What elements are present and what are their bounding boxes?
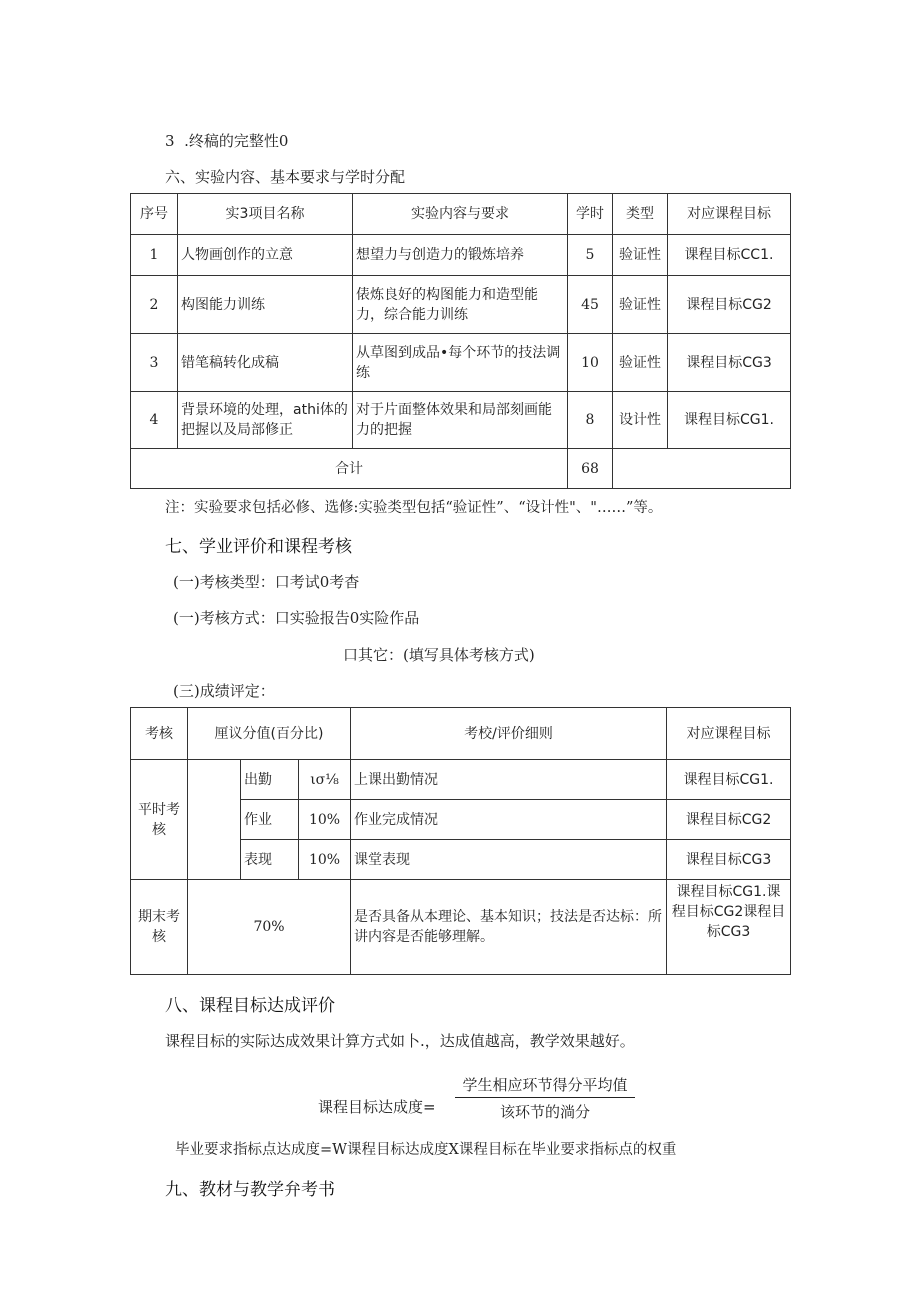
row-target: 课程目标CG1. bbox=[668, 392, 791, 449]
header-weight: 厘议分值(百分比) bbox=[188, 708, 351, 760]
table-total-row bbox=[131, 449, 791, 489]
row-type: 验证性 bbox=[613, 334, 668, 392]
header-rules: 考校/评价细则 bbox=[351, 708, 667, 760]
regular-label: 平时考核 bbox=[131, 760, 188, 880]
header-exam: 考核 bbox=[131, 708, 188, 760]
row-name: 背景环境的处理，athi体的把握以及局部修正 bbox=[178, 392, 353, 449]
grading-header-row bbox=[131, 708, 791, 760]
row-hours: 5 bbox=[568, 235, 613, 276]
header-type: 类型 bbox=[613, 194, 668, 235]
item-rule: 作业完成情况 bbox=[351, 800, 667, 840]
header-name: 实3项目名称 bbox=[178, 194, 353, 235]
total-hours: 68 bbox=[568, 449, 613, 489]
item-target: 课程目标CG2 bbox=[667, 800, 791, 840]
row-name: 错笔稿转化成稿 bbox=[178, 334, 353, 392]
fraction-bar bbox=[455, 1097, 635, 1098]
row-target: 课程目标CC1. bbox=[668, 235, 791, 276]
table-header-row bbox=[131, 194, 791, 235]
table-row bbox=[131, 880, 791, 975]
grading-table bbox=[130, 707, 791, 975]
table-row bbox=[131, 760, 791, 800]
row-content: 对于片面整体效果和局部刻画能力的把握 bbox=[353, 392, 568, 449]
formula-fraction bbox=[455, 1074, 635, 1122]
row-target: 课程目标CG2 bbox=[668, 276, 791, 334]
row-hours: 10 bbox=[568, 334, 613, 392]
header-hours: 学时 bbox=[568, 194, 613, 235]
row-type: 验证性 bbox=[613, 235, 668, 276]
final-label: 期末考核 bbox=[131, 880, 188, 975]
formula-lhs: 课程目标达成度= bbox=[318, 1098, 436, 1116]
section6-title: 六、实验内容、基本要求与学时分配 bbox=[165, 168, 406, 186]
table-row bbox=[131, 334, 791, 392]
intro-item: 3 .终稿的完整性0 bbox=[165, 132, 289, 150]
total-empty bbox=[613, 449, 791, 489]
exam-other: 口其它：(填写具体考核方式) bbox=[343, 646, 535, 664]
row-name: 人物画创作的立意 bbox=[178, 235, 353, 276]
row-hours: 45 bbox=[568, 276, 613, 334]
header-content: 实验内容与要求 bbox=[353, 194, 568, 235]
grad-formula: 毕业要求指标点达成度=W课程目标达成度X课程目标在毕业要求指标点的权重 bbox=[175, 1142, 677, 1158]
formula-numerator: 学生相应环节得分平均值 bbox=[462, 1076, 628, 1094]
row-no: 2 bbox=[131, 276, 178, 334]
row-name: 构图能力训练 bbox=[178, 276, 353, 334]
row-content: 俵炼良好的构图能力和造型能力，综合能力训练 bbox=[353, 276, 568, 334]
row-type: 设计性 bbox=[613, 392, 668, 449]
exam-method: (一)考核方式：口实验报告0实险作品 bbox=[173, 609, 420, 627]
item-target: 课程目标CG1. bbox=[667, 760, 791, 800]
section9-title: 九、教材与教学弁考书 bbox=[165, 1180, 335, 1200]
header-no: 序号 bbox=[131, 194, 178, 235]
formula-denominator: 该环节的淌分 bbox=[499, 1103, 590, 1121]
item-target: 课程目标CG3 bbox=[667, 840, 791, 880]
regular-empty bbox=[188, 760, 241, 880]
final-percent: 70% bbox=[188, 880, 351, 975]
section7-title: 七、学业评价和课程考核 bbox=[165, 537, 352, 557]
row-type: 验证性 bbox=[613, 276, 668, 334]
experiment-table bbox=[130, 193, 791, 489]
section8-text: 课程目标的实际达成效果计算方式如卜.，达成值越高，教学效果越好。 bbox=[165, 1032, 635, 1050]
item-label: 表现 bbox=[241, 840, 299, 880]
section8-title: 八、课程目标达成评价 bbox=[165, 996, 335, 1016]
row-content: 想望力与创造力的锻炼培养 bbox=[353, 235, 568, 276]
row-no: 4 bbox=[131, 392, 178, 449]
table-note: 注：实验要求包括必修、选修:实验类型包括“验证性”、“设计性"、"……”等。 bbox=[165, 500, 663, 516]
item-percent: 10% bbox=[299, 800, 351, 840]
table-row bbox=[131, 392, 791, 449]
header-target: 对应课程目标 bbox=[668, 194, 791, 235]
final-rule: 是否具备从本理论、基本知识；技法是否达标：所讲内容是否能够理解。 bbox=[351, 880, 667, 975]
grade-title: (三)成绩评定： bbox=[173, 682, 275, 700]
exam-type: (一)考核类型：口考试0考杳 bbox=[173, 573, 360, 591]
item-label: 出勤 bbox=[241, 760, 299, 800]
total-label: 合计 bbox=[131, 449, 568, 489]
row-target: 课程目标CG3 bbox=[668, 334, 791, 392]
row-no: 1 bbox=[131, 235, 178, 276]
final-target: 课程目标CG1.课程目标CG2课程目标CG3 bbox=[667, 880, 791, 975]
table-row bbox=[131, 235, 791, 276]
table-row bbox=[131, 276, 791, 334]
item-rule: 上课出勤情况 bbox=[351, 760, 667, 800]
item-label: 作业 bbox=[241, 800, 299, 840]
item-percent: 10% bbox=[299, 840, 351, 880]
row-no: 3 bbox=[131, 334, 178, 392]
row-hours: 8 bbox=[568, 392, 613, 449]
header-target: 对应课程目标 bbox=[667, 708, 791, 760]
row-content: 从草图到成品•每个环节的技法调练 bbox=[353, 334, 568, 392]
item-percent: ισ⅛ bbox=[299, 760, 351, 800]
item-rule: 课堂表现 bbox=[351, 840, 667, 880]
